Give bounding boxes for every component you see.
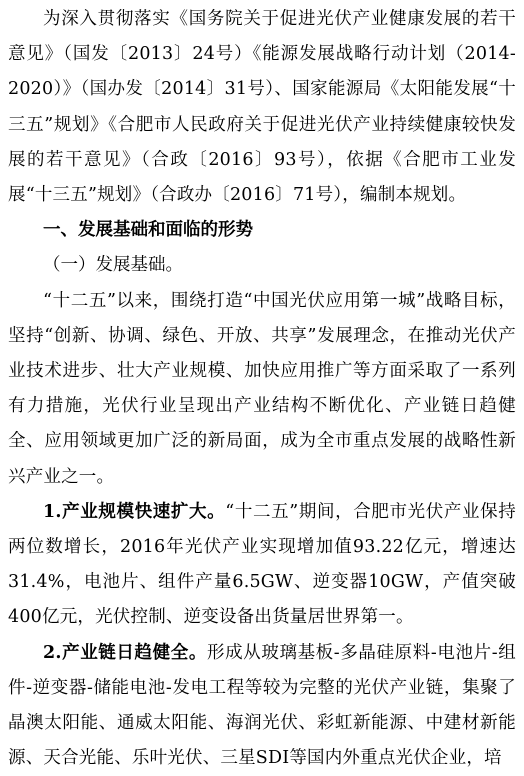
basis-paragraph: “十二五”以来，围绕打造“中国光伏应用第一城”战略目标，坚持“创新、协调、绿色、开放、共享”发展理念，在推动光伏产业技术进步、壮大产业规模、加快应用推广等方面采取了一系列有力措施，光伏行业呈现出产业结构不断优化、产业链日趋健全、应用领域更加广泛的新局面，成为全市重点发展的战略性新兴产业之一。 <box>8 290 516 487</box>
point-2-lead: 2.产业链日趋健全。 <box>43 642 207 663</box>
point-1-body: “十二五”期间，合肥市光伏产业保持两位数增长，2016年光伏产业实现增加值93.22亿元，增速达31.4%，电池片、组件产量6.5GW、逆变器10GW，产值突破400亿元，光伏控制、逆变设备出货量居世界第一。 <box>8 501 517 628</box>
subsection-heading-basis: （一）发展基础。 <box>43 255 183 276</box>
point-2-body: 形成从玻璃基板-多晶硅原料-电池片-组件-逆变器-储能电池-发电工程等较为完整的光伏产业链，集聚了晶澳太阳能、通威太阳能、海润光伏、彩虹新能源、中建材新能源、天合光能、乐叶光伏、三星SDI等国内外重点光伏企业，培 <box>8 642 516 769</box>
point-1-paragraph <box>8 495 516 636</box>
section-heading-development-basis: 一、发展基础和面临的形势 <box>43 220 253 241</box>
point-2-paragraph <box>8 636 516 776</box>
intro-paragraph: 为深入贯彻落实《国务院关于促进光伏产业健康发展的若干意见》（国发〔2013〕24号）《能源发展战略行动计划（2014-2020）》（国办发〔2014〕31号）、国家能源局《太阳能发展“十三五”规划》《合肥市人民政府关于促进光伏产业持续健康较快发展的若干意见》（合政〔2016〕93号），依据《合肥市工业发展“十三五”规划》（合政办〔2016〕71号），编制本规划。 <box>8 9 516 206</box>
point-1-lead: 1.产业规模快速扩大。 <box>43 501 226 522</box>
